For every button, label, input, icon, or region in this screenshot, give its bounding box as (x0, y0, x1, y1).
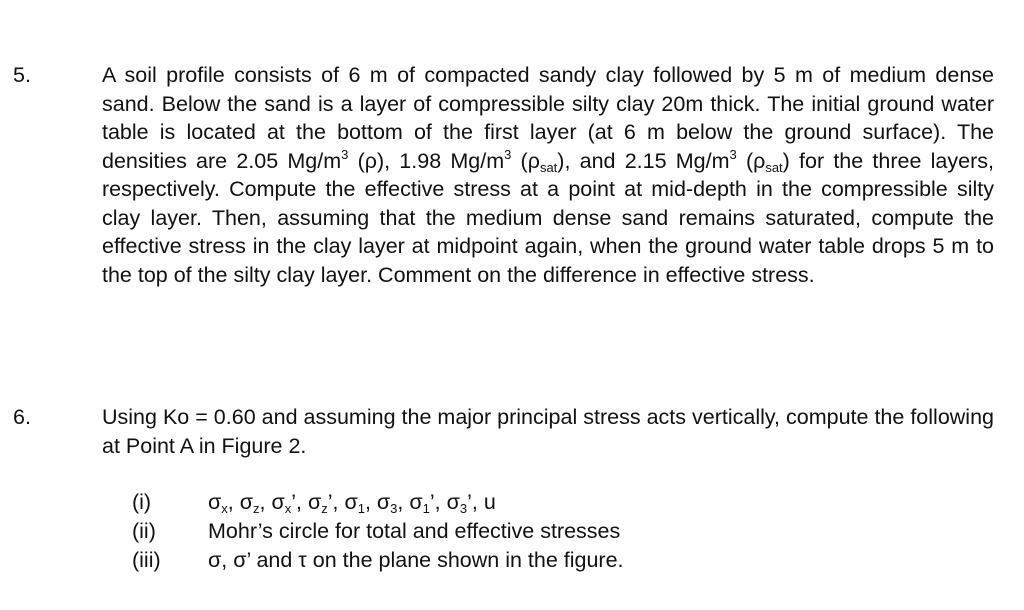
text-segment: (ρ), 1.98 Mg/m (348, 148, 505, 173)
subscript: x (221, 501, 228, 516)
superscript: 3 (729, 146, 737, 162)
superscript: 3 (504, 146, 512, 162)
text-segment: (ρ (511, 148, 540, 173)
text-segment: ), and 2.15 Mg/m (557, 148, 730, 173)
sub-question-ii (132, 517, 932, 546)
subscript: sat (539, 159, 558, 175)
sub-question-text: Mohr’s circle for total and effective stresses (208, 519, 621, 543)
sub-question-list (132, 488, 932, 575)
question-number: 5. (13, 63, 31, 87)
roman-numeral: (i) (132, 490, 152, 514)
subscript: z (321, 501, 328, 516)
subscript: 3 (459, 501, 468, 516)
text-segment: (ρ (736, 148, 766, 173)
symbol: ’, σ (429, 490, 460, 514)
sub-question-text: σ, σ’ and τ on the plane shown in the figure. (208, 548, 624, 572)
roman-numeral: (iii) (132, 548, 161, 572)
symbol: , σ (364, 490, 391, 514)
symbol: , σ (227, 490, 253, 514)
superscript: 3 (341, 146, 349, 162)
sub-question-iii (132, 546, 932, 575)
sub-question-i (132, 488, 932, 517)
text-segment: ) for the three layers, respectively. Compute the effective stress at a point at mid-depth in the compressible silty clay layer. Then, assuming that the medium dense sand remains saturated, compute the effective stress in the clay layer at midpoint again, when the ground water table drops 5 m to the top of the silty clay layer. Comment on the difference in effective stress. (102, 148, 994, 287)
symbol: , σ (397, 490, 423, 514)
sub-question-text (208, 488, 496, 517)
roman-numeral: (ii) (132, 519, 156, 543)
subscript: sat (765, 159, 783, 175)
subscript: 1 (357, 501, 365, 516)
question-text (102, 61, 994, 289)
subscript: 3 (390, 501, 398, 516)
subscript: 1 (422, 501, 430, 516)
subscript: z (253, 501, 260, 516)
symbol: σ (208, 490, 222, 514)
text-segment: A soil profile consists of 6 m of compacted sandy clay followed by 5 m of medium dense sand. Below the sand is a layer of compressible silty clay 20m thick. The initial ground water table is located at the bottom of the first layer (at 6 m below the ground surface). The densities are 2.05 Mg/m (102, 63, 994, 173)
question-text: Using Ko = 0.60 and assuming the major principal stress acts vertically, compute the following at Point A in Figure 2. (102, 405, 994, 458)
question-number: 6. (13, 405, 31, 429)
symbol: ’, u (467, 490, 496, 514)
subscript: x (284, 501, 292, 516)
symbol: , σ (259, 490, 285, 514)
symbol: ’, σ (327, 490, 358, 514)
symbol: ’, σ (291, 490, 322, 514)
